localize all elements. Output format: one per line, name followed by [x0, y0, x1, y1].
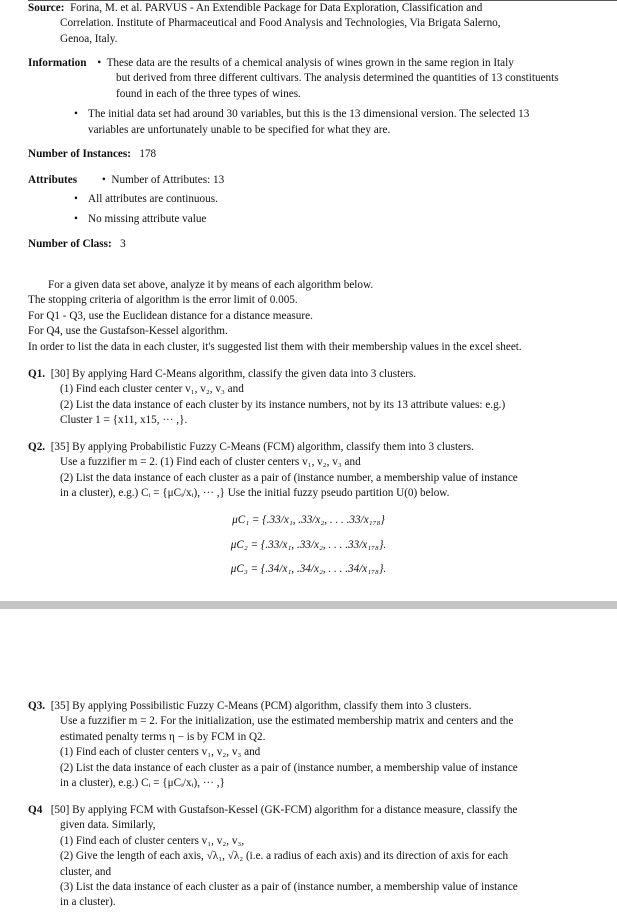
source-line-2: Correlation. Institute of Pharmaceutical and Food Analysis and Technologies, Via Brigata Salerno,: [60, 17, 501, 30]
attributes-label: Attributes: [28, 174, 78, 186]
equation-c3: μC₃ = {.34/x₁, .34/x₂, . . . .34/x₁₇₈}.: [230, 563, 387, 575]
information-bullet-1-line-2: but derived from three different cultivars. The analysis determined the quantities of 13 constituents: [116, 72, 559, 85]
q3-line-4: (1) Find each of cluster centers v₁, v₂, v₃ and: [60, 746, 261, 759]
instruction-line-4: For Q4, use the Gustafson-Kessel algorithm.: [28, 325, 228, 338]
q2-line-2: Use a fuzzifier m = 2. (1) Find each of cluster centers v₁, v₂, v₃ and: [60, 456, 361, 469]
instruction-line-5: In order to list the data in each cluster, it's suggested list them with their membership values in the excel sheet.: [28, 340, 522, 353]
information-bullet-2-line-1: The initial data set had around 30 variables, but this is the 13 dimensional version. The selected 13: [88, 108, 530, 121]
attributes-section: Attributes • Number of Attributes: 13 • All attributes are continuous. • No missing attribute value: [28, 174, 225, 225]
q2-line-1: [35] By applying Probabilistic Fuzzy C-Means (FCM) algorithm, classify them into 3 clusters.: [50, 441, 474, 453]
q1-line-2: (1) Find each cluster center v₁, v₂, v₃ and: [60, 383, 244, 396]
q4-label: Q4: [28, 804, 43, 816]
q4-line-7: in a cluster).: [60, 896, 116, 909]
q3-label: Q3.: [28, 700, 46, 712]
source-label: Source:: [28, 2, 65, 14]
q2-line-4: in a cluster), e.g.) Cᵢ = {μCᵢ/xᵢ), ··· ,} Use the initial fuzzy pseudo partition U(0) below.: [60, 487, 450, 500]
instruction-line-2: The stopping criteria of algorithm is the error limit of 0.005.: [28, 294, 298, 307]
q1-label: Q1.: [28, 368, 46, 380]
page-separator: [0, 601, 617, 609]
instances-value: 178: [139, 148, 157, 160]
equation-c1: μC₁ = {.33/x₁, .33/x₂, . . . .33/x₁₇₈}: [232, 514, 385, 526]
question-4: [28, 803, 588, 911]
q1-line-3: (2) List the data instance of each cluster by its instance numbers, not by its 13 attribute values: e.g.): [60, 398, 506, 411]
source-line-3: Genoa, Italy.: [60, 32, 118, 45]
information-bullet-2-line-2: variables are unfortunately unable to be specified for what they are.: [88, 123, 391, 136]
instruction-line-1: For a given data set above, analyze it by means of each algorithm below.: [48, 279, 374, 291]
instances-section: [28, 147, 588, 162]
attributes-bullet-1: Number of Attributes: 13: [111, 174, 225, 186]
q4-line-5: cluster, and: [60, 865, 112, 878]
attributes-bullet-2: All attributes are continuous.: [88, 193, 218, 206]
information-bullet-1-line-3: found in each of the three types of wines.: [116, 87, 301, 100]
q4-line-1: [50] By applying FCM with Gustafson-Kessel (GK-FCM) algorithm for a distance measure, classify the: [50, 804, 518, 816]
instruction-line-3: For Q1 - Q3, use the Euclidean distance for a distance measure.: [28, 309, 313, 322]
classes-label: Number of Class:: [28, 238, 112, 250]
question-3: [28, 699, 588, 791]
q4-line-3: (1) Find each of cluster centers v₁, v₂, v₃,: [60, 834, 245, 847]
q4-line-6: (3) List the data instance of each cluster as a pair of (instance number, a membership value of instance: [60, 881, 518, 894]
attributes-bullet-3: No missing attribute value: [88, 212, 207, 225]
page-bottom: [0, 609, 617, 916]
q2-line-3: (2) List the data instance of each cluster as a pair of (instance number, a membership value of instance: [60, 471, 518, 484]
q3-line-1: [35] By applying Possibilistic Fuzzy C-Means (PCM) algorithm, classify them into 3 clusters.: [50, 700, 472, 712]
q3-line-5: (2) List the data instance of each cluster as a pair of (instance number, a membership value of instance: [60, 761, 518, 774]
information-section: Information • These data are the results of a chemical analysis of wines grown in the same region in Italy but derived from three different cultivars. The analysis determined the quantities of 13 constituents found in each of the three types of wines. • The initial data set had around 30 variables, but this is the 13 dimensional version. The selected 13 variables are unfortunately unable to be specified for what they are.: [28, 56, 588, 138]
information-bullet-1-line-1: These data are the results of a chemical analysis of wines grown in the same region in Italy: [106, 57, 514, 69]
information-label: Information: [28, 57, 87, 69]
q3-line-2: Use a fuzzifier m = 2. For the initialization, use the estimated membership matrix and centers and the: [60, 715, 514, 728]
instances-label: Number of Instances:: [28, 148, 131, 160]
q3-line-6: in a cluster), e.g.) Cᵢ = {μCᵢ/xᵢ), ··· ,}: [60, 777, 225, 790]
q2-label: Q2.: [28, 441, 46, 453]
q1-line-1: [30] By applying Hard C-Means algorithm, classify the given data into 3 clusters.: [50, 368, 417, 380]
equation-c2: μC₂ = {.33/x₁, .33/x₂, . . . .33/x₁₇₈}.: [230, 539, 387, 551]
question-1: [28, 367, 588, 429]
question-2: [28, 440, 588, 502]
classes-value: 3: [120, 238, 126, 250]
bullet-dot: •: [74, 108, 78, 121]
q4-line-2: given data. Similarly,: [60, 819, 156, 832]
source-section: [28, 1, 588, 47]
q3-line-3: estimated penalty terms η − is by FCM in Q2.: [60, 730, 266, 743]
instructions-section: [28, 278, 588, 355]
source-text: Forina, M. et al. PARVUS - An Extendible Package for Data Exploration, Classification and: [70, 2, 483, 14]
q4-line-4: (2) Give the length of each axis, √λ₁, √λ₂ (i.e. a radius of each axis) and its direction of axis for each: [60, 850, 509, 863]
classes-section: [28, 237, 588, 252]
q1-line-4: Cluster 1 = {x11, x15, ··· ,}.: [60, 414, 188, 427]
